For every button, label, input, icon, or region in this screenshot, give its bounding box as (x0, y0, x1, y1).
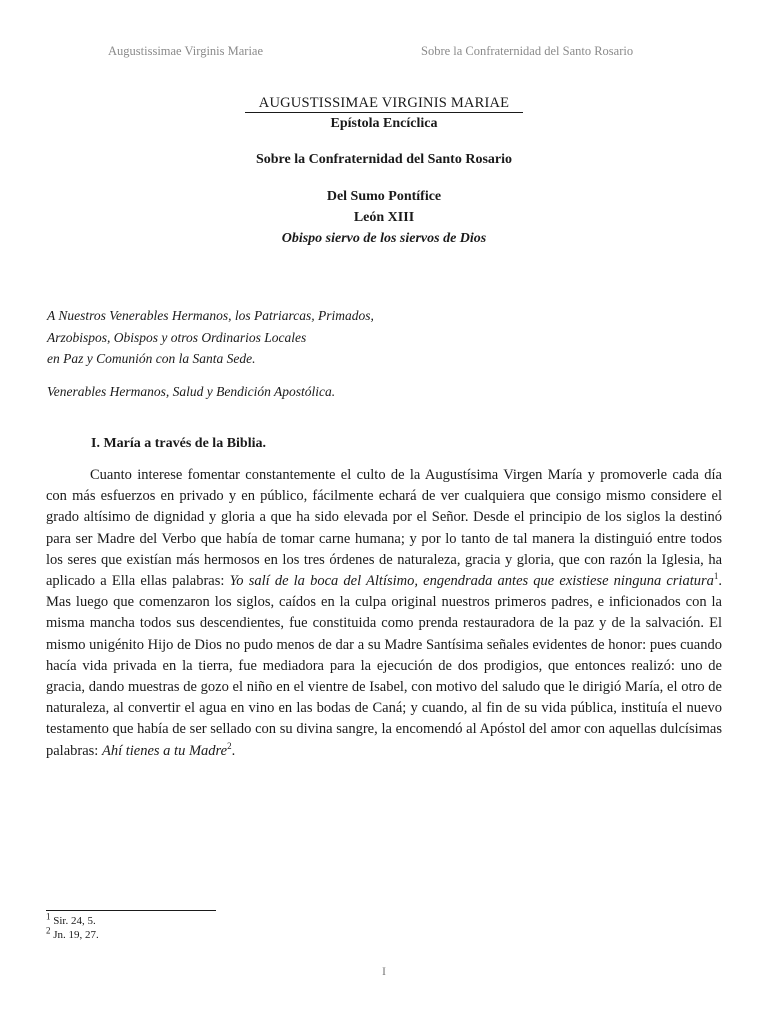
address-line: A Nuestros Venerables Hermanos, los Patriarcas, Primados, (47, 308, 374, 323)
document-subtitle: Epístola Encíclica (330, 116, 438, 131)
address-line: en Paz y Comunión con la Santa Sede. (47, 351, 256, 366)
footnote-mark: 1 (46, 911, 51, 922)
salutation: Venerables Hermanos, Salud y Bendición Apostólica. (47, 384, 336, 399)
title-block (0, 94, 768, 248)
page-number: I (382, 964, 386, 978)
footnote (46, 911, 99, 928)
footnotes (46, 911, 99, 942)
footnote-separator (46, 910, 216, 911)
paragraph-text: . (231, 742, 236, 759)
footnote-reference[interactable]: 2 (227, 740, 232, 751)
paragraph-text: Cuanto interese fomentar constantemente el culto de la Augustísima Virgen María y promoverle cada día con más esfuerzos en privado y en público, fácilmente echará de ver cualquiera que consigo mismo considere el grado altísimo de dignidad y gloria a que ha sido elevada por el Señor. Desde el principio de los siglos la destinó para ser Madre del Verbo que había de tomar carne humana; y por lo tanto de tal manera la distinguió entre todos los seres que existían más hermosos en los tres órdenes de naturaleza, gracia y gloria, que con razón la Iglesia, ha aplicado a Ella ellas palabras: (46, 467, 722, 590)
running-header-right: Sobre la Confraternidad del Santo Rosario (421, 44, 634, 58)
document-topic: Sobre la Confraternidad del Santo Rosario (255, 152, 513, 167)
section-heading: I. María a través de la Biblia. (91, 436, 266, 451)
body-paragraph (46, 465, 722, 762)
paragraph-text: . Mas luego que comenzaron los siglos, caídos en la culpa original nuestros primeros padres, e inficionados con la misma mancha todos sus descendientes, fue constituida como prenda restauradora de la paz y de la salvación. El mismo unigénito Hijo de Dios no pudo menos de dar a su Madre Santísima señales evidentes de honor: pues cuando hacía vida privada en la tierra, fue mediadora para la ejecución de dos prodigios, que entonces realizó: uno de gracia, dando muestras de gozo el niño en el vientre de Isabel, con motivo del saludo que le dirigió María, el otro de naturaleza, al convertir el agua en vino en las bodas de Caná; y cuando, al fin de su vida pública, instituía el nuevo testamento que había de ser sellado con su divina sangre, la encomendó al Apóstol del amor con aquellas dulcísimas palabras: (46, 573, 722, 759)
bible-quote: Ahí tienes a tu Madre (101, 742, 228, 759)
footnote-mark: 2 (46, 925, 51, 936)
footnote-text: Sir. 24, 5. (53, 915, 96, 927)
bible-quote: Yo salí de la boca del Altísimo, engendrada antes que existiese ninguna criatura (229, 573, 714, 590)
footnote-reference[interactable]: 1 (713, 571, 719, 582)
address-block (47, 305, 374, 370)
footnote-text: Jn. 19, 27. (53, 929, 99, 941)
author-name: León XIII (353, 210, 415, 225)
running-header-left: Augustissimae Virginis Mariae (108, 44, 264, 58)
author-role: Del Sumo Pontífice (326, 189, 442, 204)
author-title: Obispo siervo de los siervos de Dios (281, 231, 487, 246)
address-line: Arzobispos, Obispos y otros Ordinarios Locales (47, 329, 307, 345)
document-title: AUGUSTISSIMAE VIRGINIS MARIAE (245, 95, 523, 113)
body-text (46, 465, 722, 762)
footnote (46, 925, 99, 942)
